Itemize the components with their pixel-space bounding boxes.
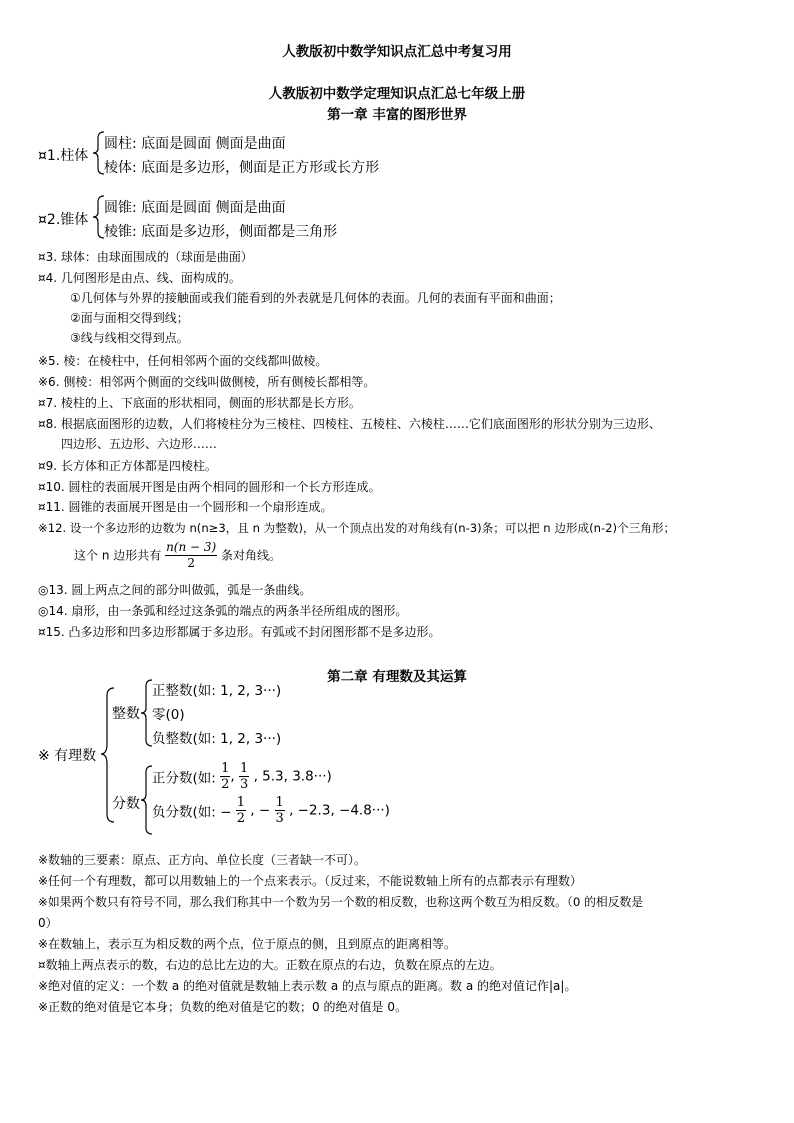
neg-frac-prefix: 负分数(如: − — [152, 804, 232, 821]
note-axis-order: ¤数轴上两点表示的数，右边的总比左边的大。正数在原点的右边，负数在原点的左边。 — [38, 958, 502, 972]
item-4-sub-3 — [70, 329, 189, 347]
neg-frac-mid: , − — [250, 802, 271, 819]
note-absolute-value-rule: ※正数的绝对值是它本身；负数的绝对值是它的数；0 的绝对值是 0。 — [38, 1000, 407, 1014]
fraction-one-half — [220, 761, 230, 792]
item-4: ¤4. 几何图形是由点、线、面构成的。 — [38, 271, 241, 285]
item-4-sub-2 — [70, 309, 189, 327]
item-5: ※5. 棱：在棱柱中，任何相邻两个面的交线都叫做棱。 — [38, 354, 328, 368]
denominator: 3 — [275, 811, 284, 826]
zero: 零(0) — [152, 707, 185, 723]
formula-prefix: 这个 n 边形共有 — [74, 548, 162, 563]
positive-fraction: 正分数(如: $\frac{1}{2}$ , $\frac{1}{3}$ , 5.3, 3.8···) — [152, 761, 332, 792]
item-3: ¤3. 球体：由球面围成的（球面是曲面） — [38, 250, 253, 264]
numerator: 1 — [236, 795, 245, 810]
pos-frac-prefix: 正分数(如: — [152, 770, 221, 787]
item-7: ¤7. 棱柱的上、下底面的形状相同，侧面的形状都是长方形。 — [38, 396, 361, 410]
item-14: ◎14. 扇形，由一条弧和经过这条弧的端点的两条半径所组成的图形。 — [38, 604, 408, 618]
doc-title: 人教版初中数学知识点汇总中考复习用 — [282, 44, 512, 60]
note-rational-on-axis: ※任何一个有理数，都可以用数轴上的一个点来表示。（反过来，不能说数轴上所有的点都表示有理数） — [38, 874, 583, 888]
note-opposite-numbers: ※如果两个数只有符号不同，那么我们称其中一个数为另一个数的相反数，也称这两个数互为相反数。（0 的相反数是 — [38, 895, 644, 909]
negative-fraction — [152, 795, 390, 826]
rational-label: ※ 有理数 — [38, 748, 97, 764]
numerator: 1 — [275, 795, 284, 810]
subtitle: 人教版初中数学定理知识点汇总七年级上册 — [268, 86, 526, 102]
numerator: 1 — [239, 761, 249, 776]
circled-number: ③ — [70, 331, 81, 345]
prism-line-1: 圆柱: 底面是圆面 侧面是曲面 — [104, 136, 286, 152]
item-10: ¤10. 圆柱的表面展开图是由两个相同的圆形和一个长方形连成。 — [38, 480, 381, 494]
item-8: ¤8. 根据底面图形的边数，人们将棱柱分为三棱柱、四棱柱、五棱柱、六棱柱……它们底面图形的形状分别为三边形、 — [38, 417, 661, 431]
sub-text: 几何体与外界的接触面或我们能看到的外表就是几何体的表面。几何的表面有平面和曲面； — [80, 291, 561, 305]
item-9: ¤9. 长方体和正方体都是四棱柱。 — [38, 459, 217, 473]
fraction-label: 分数 — [112, 796, 140, 812]
neg-frac-suffix: , −2.3, −4.8···) — [289, 802, 390, 819]
fraction-neg-one-third — [275, 795, 285, 826]
prism-line-2: 棱体: 底面是多边形，侧面是正方形或长方形 — [104, 160, 380, 176]
note-number-line-elements: ※数轴的三要素：原点、正方向、单位长度（三者缺一不可）。 — [38, 853, 367, 867]
fraction-denominator: 2 — [187, 556, 195, 570]
formula-suffix: 条对角线。 — [221, 548, 282, 563]
item-8-cont: 四边形、五边形、六边形…… — [38, 437, 217, 451]
note-opposite-on-axis: ※在数轴上，表示互为相反数的两个点，位于原点的侧，且到原点的距离相等。 — [38, 937, 457, 951]
item-4-sub-1 — [70, 289, 561, 307]
prism-label: ¤1.柱体 — [38, 148, 89, 164]
denominator: 2 — [236, 811, 245, 826]
negative-integer: 负整数(如: 1, 2, 3···) — [152, 731, 282, 747]
fraction-neg-one-half — [236, 795, 246, 826]
item-12-formula-line — [74, 540, 281, 571]
chapter-1-title: 第一章 丰富的图形世界 — [327, 107, 467, 123]
positive-integer: 正整数(如: 1, 2, 3···) — [152, 683, 282, 699]
item-12: ※12. 设一个多边形的边数为 n(n≥3，且 n 为整数)，从一个顶点出发的对角线有(n-3)条；可以把 n 边形成(n-2)个三角形； — [38, 521, 676, 535]
sub-text: 面与面相交得到线； — [80, 311, 189, 325]
chapter-2-title: 第二章 有理数及其运算 — [327, 669, 467, 685]
fraction-numerator: n(n − 3) — [166, 540, 217, 554]
diagonal-fraction — [165, 540, 217, 571]
item-15: ¤15. 凸多边形和凹多边形都属于多边形。有弧或不封闭图形都不是多边形。 — [38, 625, 441, 639]
pos-frac-suffix: , 5.3, 3.8···) — [253, 768, 332, 785]
cone-label: ¤2.锥体 — [38, 212, 89, 228]
note-opposite-numbers-cont: 0） — [38, 916, 58, 930]
fraction-one-third — [239, 761, 249, 792]
denominator: 2 — [221, 777, 230, 792]
circled-number: ② — [70, 311, 81, 325]
numerator: 1 — [221, 761, 230, 776]
cone-line-2: 棱锥: 底面是多边形，侧面都是三角形 — [104, 224, 338, 240]
sub-text: 线与线相交得到点。 — [80, 331, 189, 345]
note-absolute-value-def: ※绝对值的定义：一个数 a 的绝对值就是数轴上表示数 a 的点与原点的距离。数 a 的绝对值记作|a|。 — [38, 979, 577, 993]
item-13: ◎13. 圆上两点之间的部分叫做弧，弧是一条曲线。 — [38, 583, 312, 597]
item-11: ¤11. 圆锥的表面展开图是由一个圆形和一个扇形连成。 — [38, 500, 333, 514]
cone-line-1: 圆锥: 底面是圆面 侧面是曲面 — [104, 200, 286, 216]
circled-number: ① — [70, 291, 81, 305]
item-6: ※6. 侧棱：相邻两个侧面的交线叫做侧棱，所有侧棱长都相等。 — [38, 375, 376, 389]
denominator: 3 — [239, 777, 249, 792]
integer-label: 整数 — [112, 706, 140, 722]
